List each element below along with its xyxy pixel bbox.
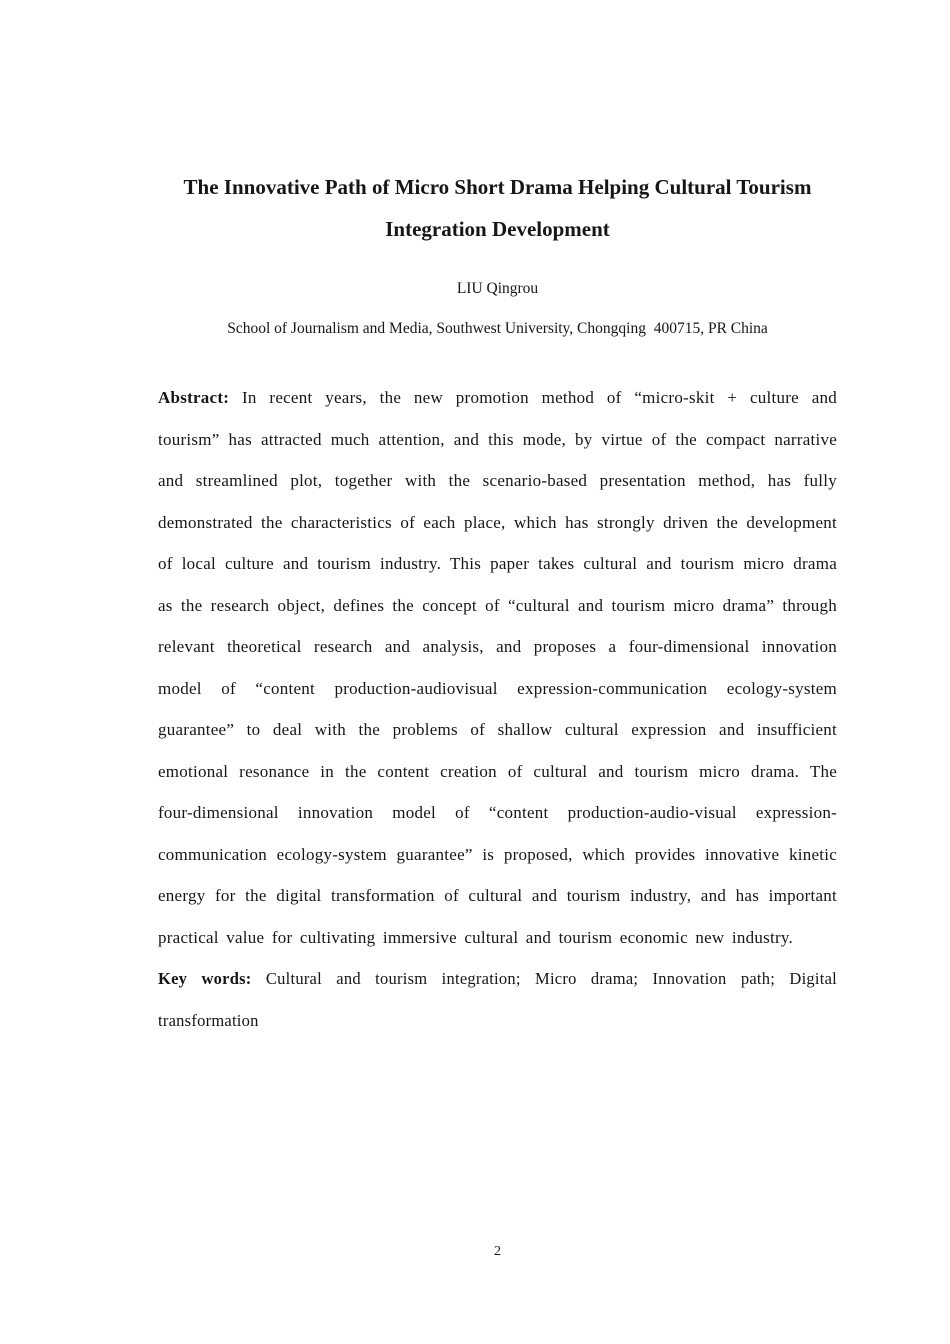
- keywords-text: Cultural and tourism integration; Micro drama; Innovation path; Digital transformation: [158, 969, 837, 1030]
- keywords-label: Key words:: [158, 969, 252, 988]
- paper-title-line-1: The Innovative Path of Micro Short Drama Helping Cultural Tourism: [183, 175, 812, 199]
- keywords-paragraph: [158, 958, 837, 1041]
- abstract-paragraph: [158, 377, 837, 958]
- paper-title-line-2: Integration Development: [385, 217, 610, 241]
- paper-title: [158, 166, 837, 250]
- abstract-label: Abstract:: [158, 388, 230, 407]
- author-name: LIU Qingrou: [456, 280, 539, 297]
- page-number: 2: [494, 1244, 501, 1259]
- author-affiliation: School of Journalism and Media, Southwest University, Chongqing 400715, PR China: [227, 320, 768, 337]
- page-content: [158, 0, 837, 1041]
- abstract-text: In recent years, the new promotion method of “micro-skit + culture and tourism” has attracted much attention, and this mode, by virtue of the compact narrative and streamlined plot, together with the scenario-based presentation method, has fully demonstrated the characteristics of each place, which has strongly driven the development of local culture and tourism industry. This paper takes cultural and tourism micro drama as the research object, defines the concept of “cultural and tourism micro drama” through relevant theoretical research and analysis, and proposes a four-dimensional innovation model of “content production-audiovisual expression-communication ecology-system guarantee” to deal with the problems of shallow cultural expression and insufficient emotional resonance in the content creation of cultural and tourism micro drama. The four-dimensional innovation model of “content production-audio-visual expression-communication ecology-system guarantee” is proposed, which provides innovative kinetic energy for the digital transformation of cultural and tourism industry, and has important practical value for cultivating immersive cultural and tourism economic new industry.: [158, 388, 837, 947]
